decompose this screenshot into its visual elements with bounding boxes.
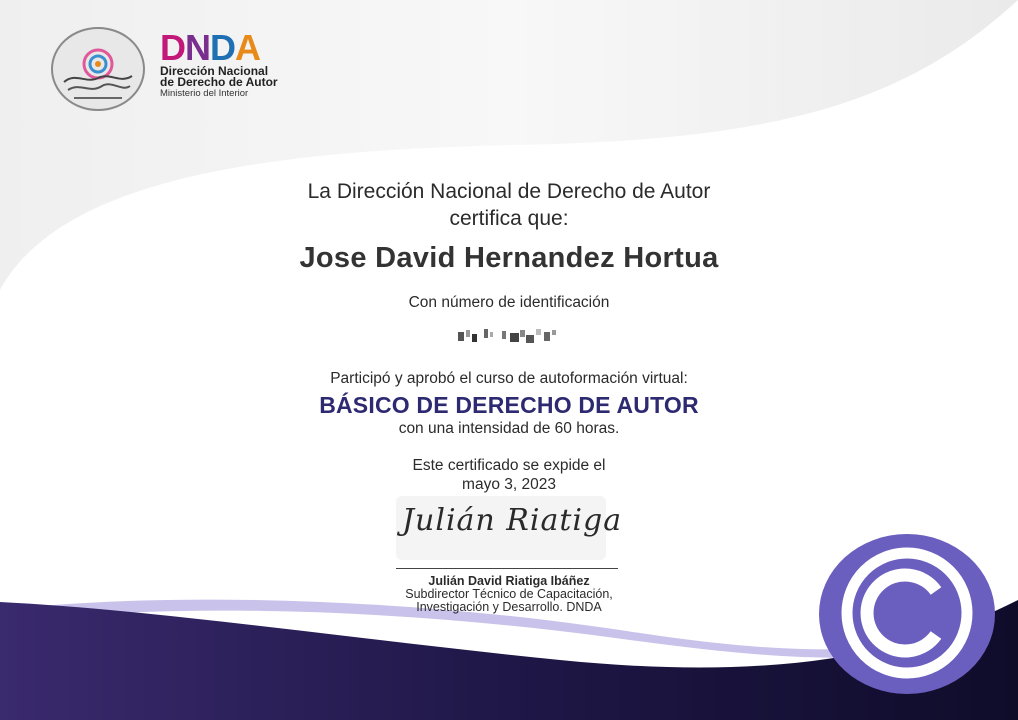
brand-line1: Dirección Nacional [160,64,269,78]
brand-wordmark [160,27,278,99]
brand-letter: A [235,27,260,68]
signature-line [396,568,618,569]
signer-role-2: Investigación y Desarrollo. DNDA [416,600,602,614]
brand-letter: D [160,27,185,68]
certificate-intro [0,178,1018,232]
emblem-icon [50,26,146,112]
intro-line2: certifica que: [449,207,569,230]
brand-letter: N [185,27,210,68]
brand-letter: D [210,27,235,68]
brand-acronym [160,27,278,68]
brand-line3: Ministerio del Interior [160,88,249,99]
handwritten-signature: Julián Riatiga [402,503,623,538]
redacted-id-number [456,326,560,346]
signer-role-1: Subdirector Técnico de Capacitación, [405,587,613,601]
course-intro: Participó y aprobó el curso de autoformación virtual: [330,370,688,387]
issue-date: mayo 3, 2023 [462,476,556,493]
issue-statement [0,456,1018,494]
id-label: Con número de identificación [408,294,610,311]
recipient-name: Jose David Hernandez Hortua [299,242,719,274]
course-title: BÁSICO DE DERECHO DE AUTOR [319,392,699,418]
brand-line2: de Derecho de Autor [160,75,278,89]
copyright-icon [818,533,996,695]
issue-line: Este certificado se expide el [412,457,606,474]
course-intensity: con una intensidad de 60 horas. [398,420,620,437]
intro-line1: La Dirección Nacional de Derecho de Autor [307,180,711,203]
signer-name: Julián David Riatiga Ibáñez [428,574,590,588]
